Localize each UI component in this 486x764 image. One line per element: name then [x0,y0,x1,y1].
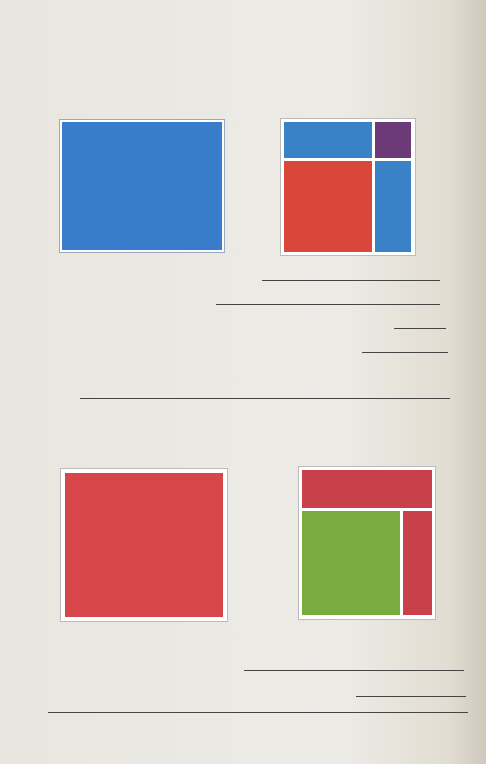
figure-2-blue-rect-top [284,122,372,158]
figure-2 [280,118,416,256]
figure-3 [60,468,228,622]
figure-4-red-rect-top [302,470,432,508]
figure-1-blue-square [60,120,224,252]
figure-3-red-square [65,473,223,617]
answer-line-1b[interactable] [216,304,440,305]
figure-4 [298,466,436,620]
figure-4-red-rect-side [403,511,432,615]
answer-line-1a[interactable] [262,280,440,281]
figure-2-blue-rect-side [375,161,411,252]
answer-line-2a[interactable] [244,670,464,671]
answer-line-1d[interactable] [362,352,448,353]
answer-line-2b-extra[interactable] [48,712,468,713]
answer-line-2b[interactable] [356,696,466,697]
figure-2-orange-square [284,161,372,252]
figure-4-green-square [302,511,400,615]
answer-line-1e[interactable] [80,398,450,399]
answer-line-1c[interactable] [394,328,446,329]
figure-2-purple-square [375,122,411,158]
